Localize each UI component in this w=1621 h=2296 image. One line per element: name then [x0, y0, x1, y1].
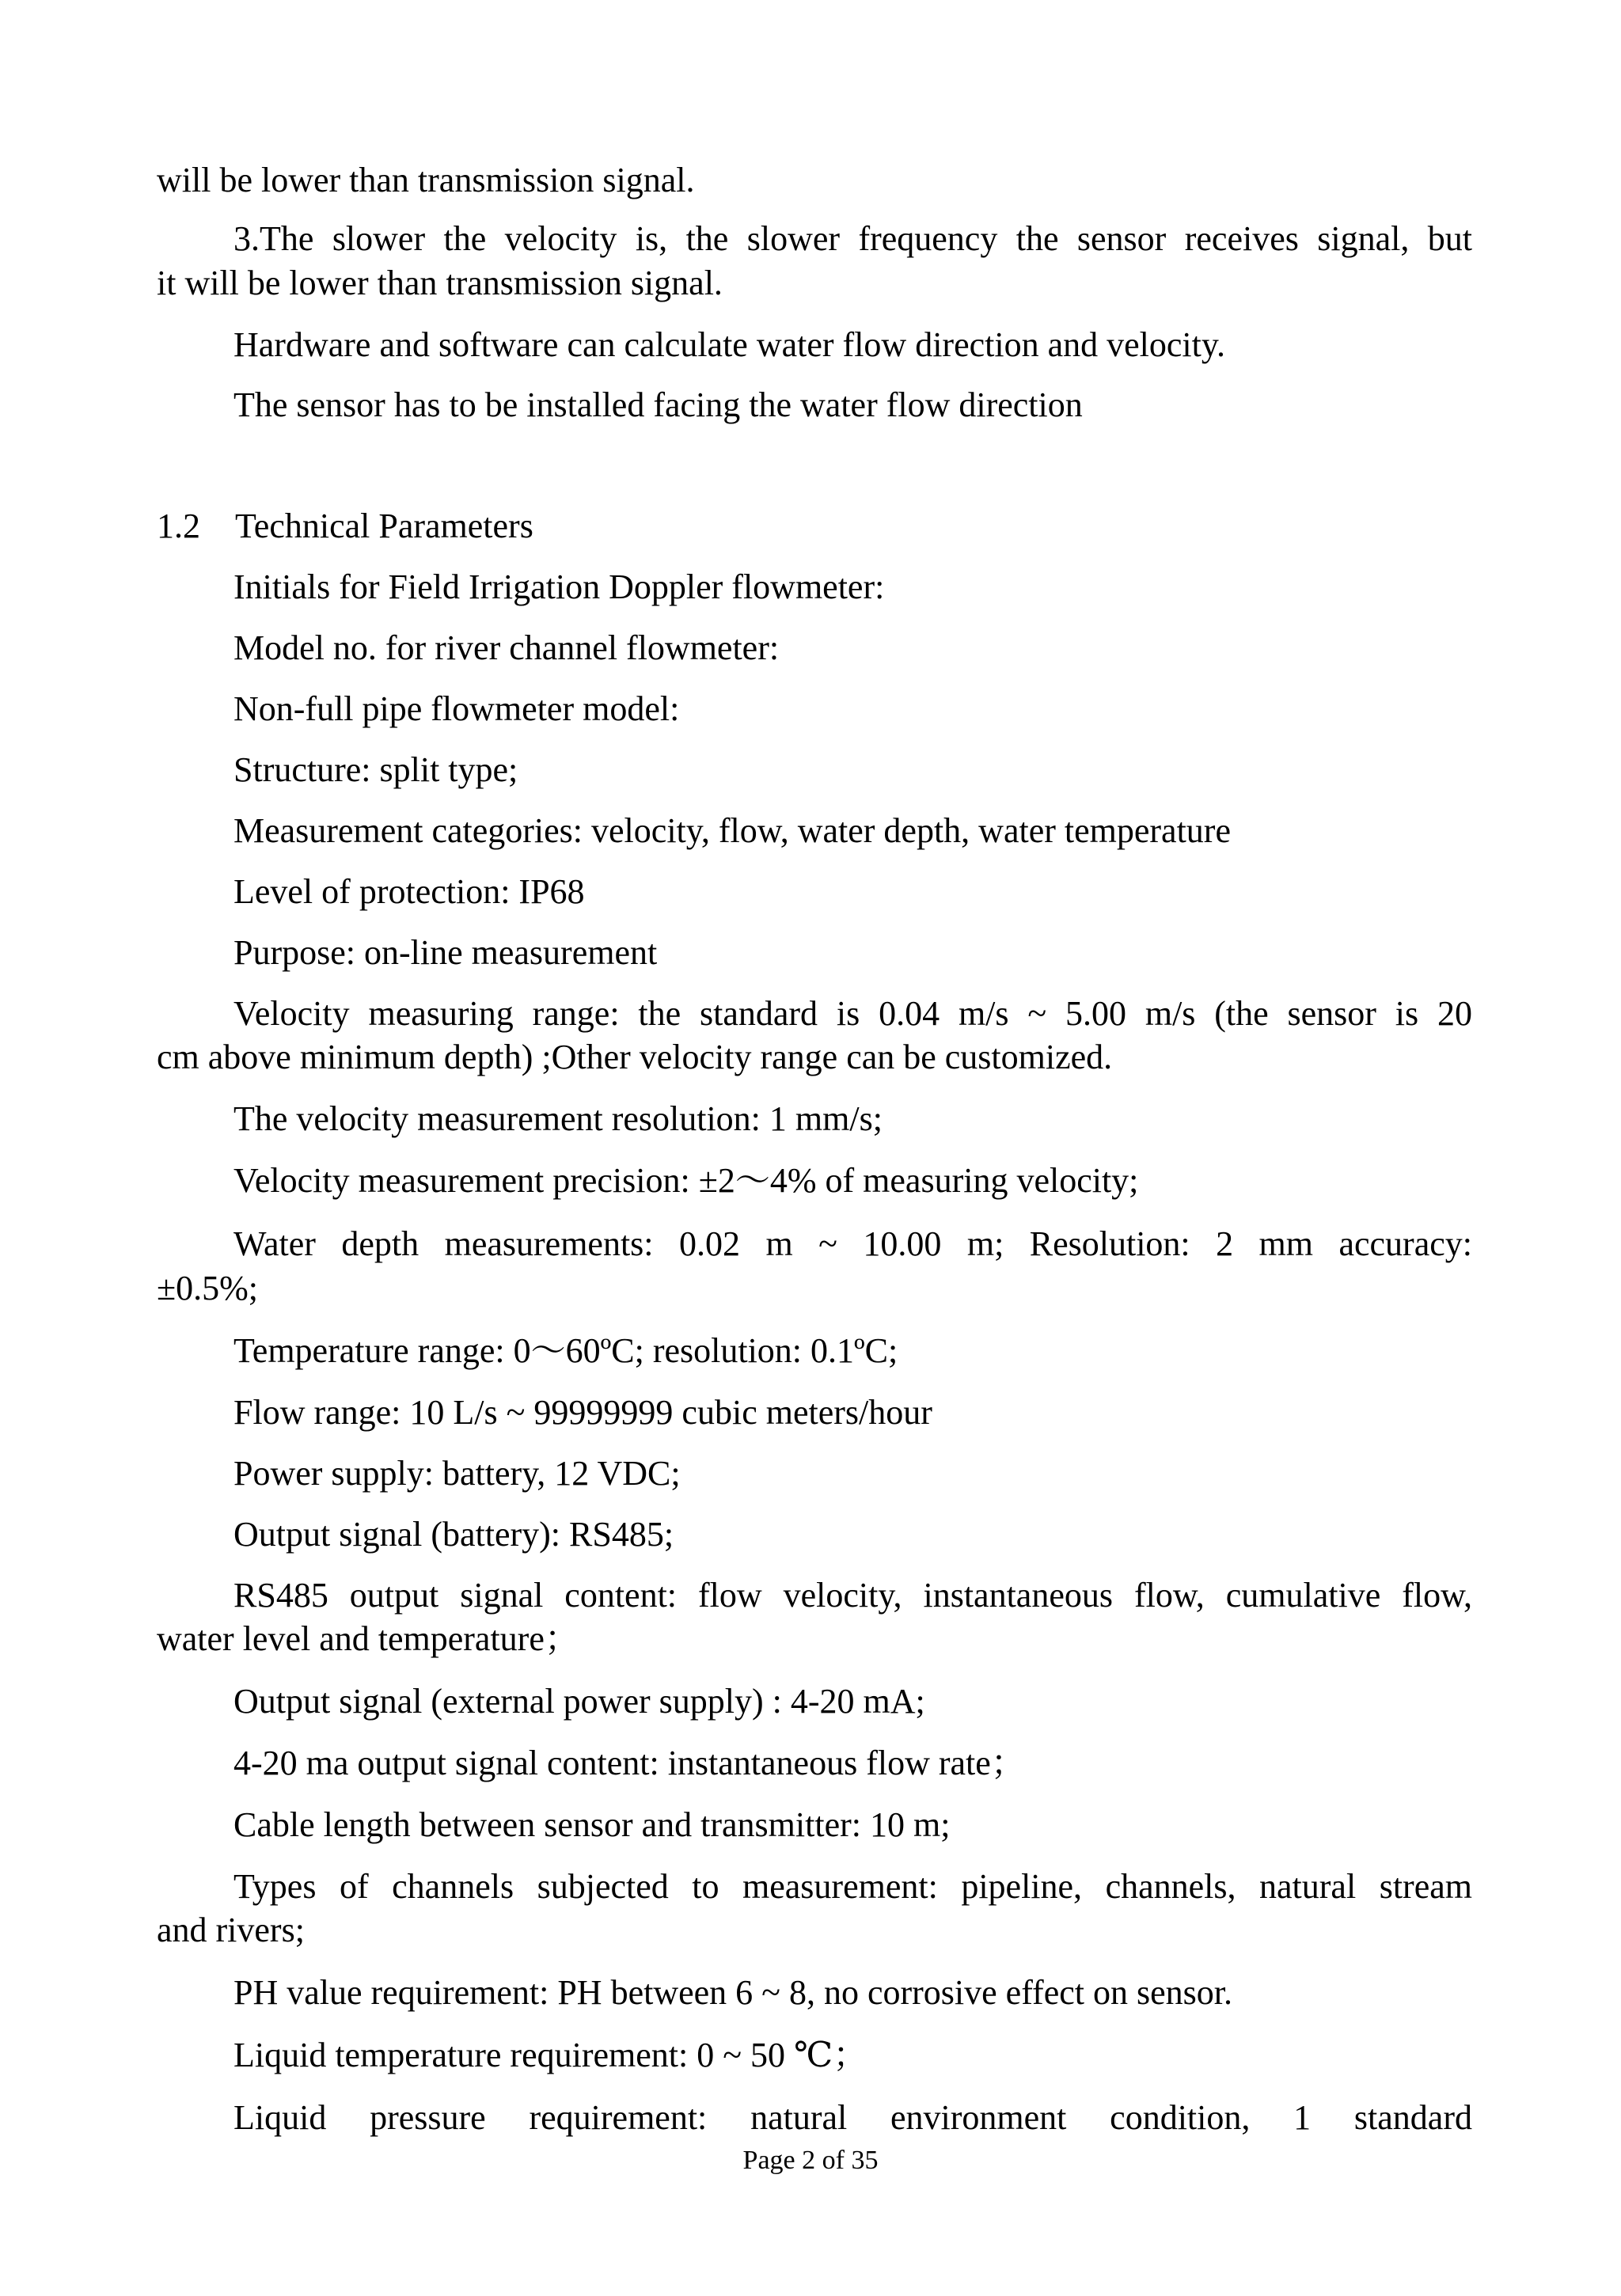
parameter-line: Output signal (external power supply) : 4-20 mA; [233, 1682, 925, 1721]
parameter-line: 4-20 ma output signal content: instantaneous flow rate； [233, 1744, 1026, 1782]
parameter-line: ±0.5%; [157, 1269, 259, 1307]
parameter-line: Model no. for river channel flowmeter: [233, 628, 780, 667]
paragraph-line: The sensor has to be installed facing the water flow direction [233, 385, 1083, 424]
parameter-line: Non-full pipe flowmeter model: [233, 689, 680, 728]
paragraph-line: 3.The slower the velocity is, the slower frequency the sensor receives signal, but [233, 219, 1472, 258]
parameter-line: cm above minimum depth) ;Other velocity range can be customized. [157, 1038, 1113, 1076]
parameter-line: Temperature range: 0～60ºC; resolution: 0.1ºC; [233, 1331, 898, 1370]
parameter-line: Flow range: 10 L/s ~ 99999999 cubic meters/hour [233, 1393, 932, 1432]
parameter-line: Structure: split type; [233, 750, 518, 789]
parameter-line: Purpose: on-line measurement [233, 933, 658, 972]
parameter-line: and rivers; [157, 1911, 305, 1949]
parameter-line: water level and temperature； [157, 1619, 579, 1658]
parameter-line: Velocity measuring range: the standard is 0.04 m/s ~ 5.00 m/s (the sensor is 20 [233, 994, 1472, 1033]
parameter-line: Cable length between sensor and transmitter: 10 m; [233, 1805, 951, 1844]
paragraph-continuation: will be lower than transmission signal. [157, 161, 695, 199]
parameter-line: PH value requirement: PH between 6 ~ 8, no corrosive effect on sensor. [233, 1973, 1232, 2012]
parameter-line: RS485 output signal content: flow velocity, instantaneous flow, cumulative flow, [233, 1576, 1472, 1615]
parameter-line: Liquid temperature requirement: 0 ~ 50 ℃； [233, 2036, 868, 2074]
paragraph-line: it will be lower than transmission signal. [157, 264, 723, 302]
parameter-line: The velocity measurement resolution: 1 mm/s; [233, 1099, 883, 1138]
parameter-line: Measurement categories: velocity, flow, water depth, water temperature [233, 811, 1231, 850]
section-heading: 1.2 Technical Parameters [157, 507, 533, 545]
parameter-line: Initials for Field Irrigation Doppler flowmeter: [233, 567, 885, 606]
parameter-line: Types of channels subjected to measurement: pipeline, channels, natural stream [233, 1867, 1472, 1906]
paragraph-line: Hardware and software can calculate water flow direction and velocity. [233, 325, 1225, 364]
parameter-line: Liquid pressure requirement: natural environment condition, 1 standard [233, 2098, 1472, 2137]
parameter-line: Velocity measurement precision: ±2～4% of measuring velocity; [233, 1161, 1139, 1200]
parameter-line: Output signal (battery): RS485; [233, 1515, 674, 1554]
parameter-line: Level of protection: IP68 [233, 872, 585, 911]
page-number-footer: Page 2 of 35 [742, 2146, 879, 2175]
parameter-line: Power supply: battery, 12 VDC; [233, 1454, 681, 1493]
parameter-line: Water depth measurements: 0.02 m ~ 10.00 m; Resolution: 2 mm accuracy: [233, 1224, 1472, 1263]
